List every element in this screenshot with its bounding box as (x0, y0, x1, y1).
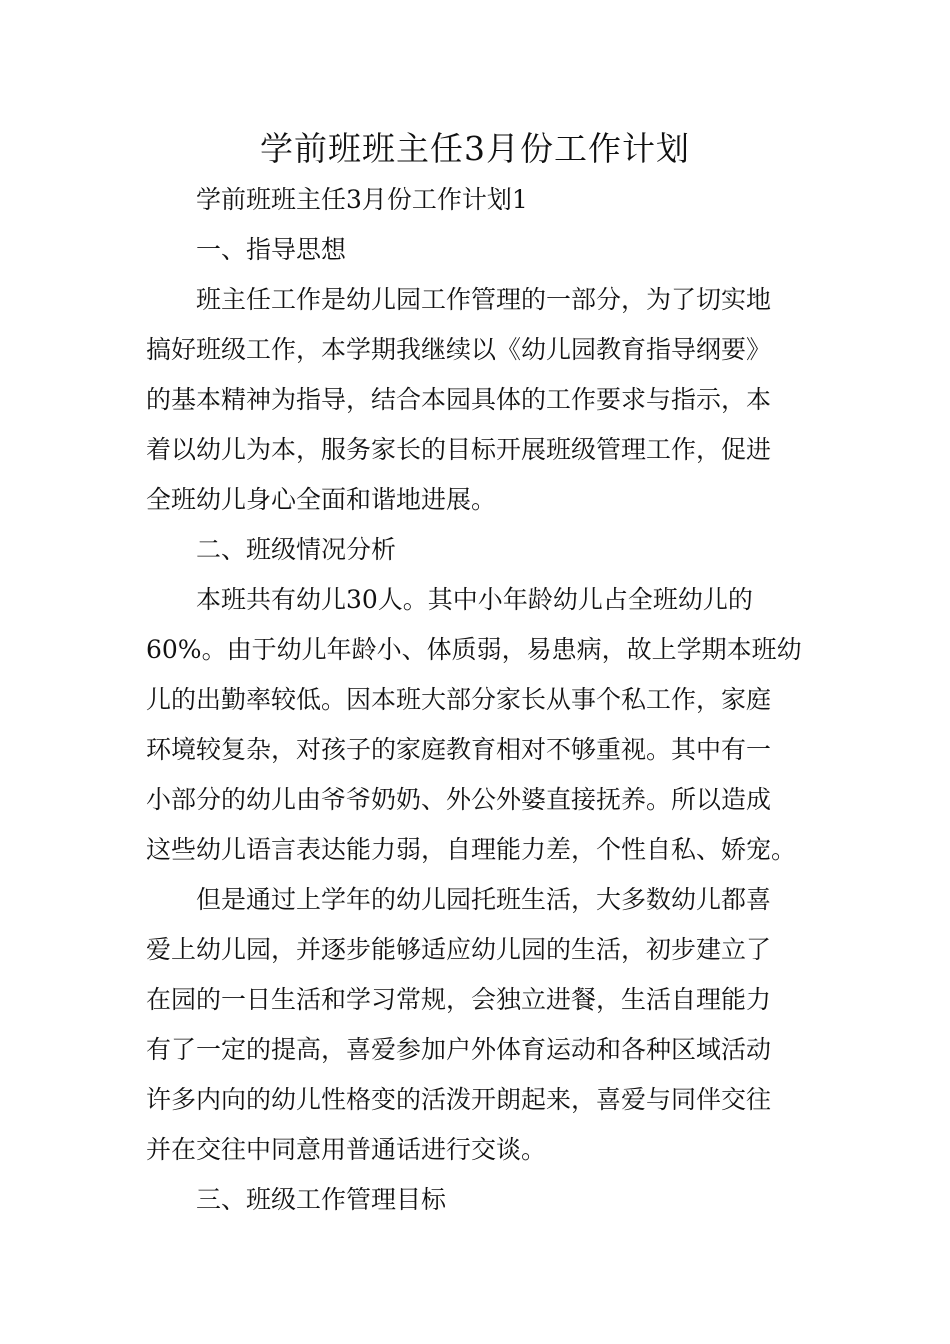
paragraph-line: 但是通过上学年的幼儿园托班生活，大多数幼儿都喜 (196, 885, 772, 914)
paragraph-line: 儿的出勤率较低。因本班大部分家长从事个私工作，家庭 (146, 685, 772, 714)
paragraph-line: 这些幼儿语言表达能力弱，自理能力差，个性自私、娇宠。 (146, 835, 797, 864)
paragraph-line: 班主任工作是幼儿园工作管理的一部分，为了切实地 (196, 285, 772, 314)
section-heading-management-goals: 三、班级工作管理目标 (196, 1185, 447, 1214)
document-title: 学前班班主任3月份工作计划 (260, 129, 690, 168)
section-heading-guiding-thought: 一、指导思想 (196, 235, 347, 264)
paragraph-line: 60%。由于幼儿年龄小、体质弱，易患病，故上学期本班幼 (146, 635, 802, 664)
paragraph-line: 搞好班级工作，本学期我继续以《幼儿园教育指导纲要》 (146, 335, 772, 364)
paragraph-line: 着以幼儿为本，服务家长的目标开展班级管理工作，促进 (146, 435, 772, 464)
paragraph-line: 爱上幼儿园，并逐步能够适应幼儿园的生活，初步建立了 (146, 935, 772, 964)
paragraph-line: 的基本精神为指导，结合本园具体的工作要求与指示，本 (146, 385, 772, 414)
paragraph-line: 许多内向的幼儿性格变的活泼开朗起来，喜爱与同伴交往 (146, 1085, 772, 1114)
paragraph-line: 环境较复杂，对孩子的家庭教育相对不够重视。其中有一 (146, 735, 772, 764)
section-heading-plan: 学前班班主任3月份工作计划1 (196, 185, 528, 214)
paragraph-line: 全班幼儿身心全面和谐地进展。 (146, 485, 497, 514)
paragraph-line: 小部分的幼儿由爷爷奶奶、外公外婆直接抚养。所以造成 (146, 785, 772, 814)
paragraph-line: 在园的一日生活和学习常规，会独立进餐，生活自理能力 (146, 985, 772, 1014)
paragraph-line: 本班共有幼儿30人。其中小年龄幼儿占全班幼儿的 (196, 585, 753, 614)
paragraph-line: 并在交往中同意用普通话进行交谈。 (146, 1135, 547, 1164)
paragraph-line: 有了一定的提高，喜爱参加户外体育运动和各种区域活动 (146, 1035, 772, 1064)
section-heading-class-analysis: 二、班级情况分析 (196, 535, 397, 564)
